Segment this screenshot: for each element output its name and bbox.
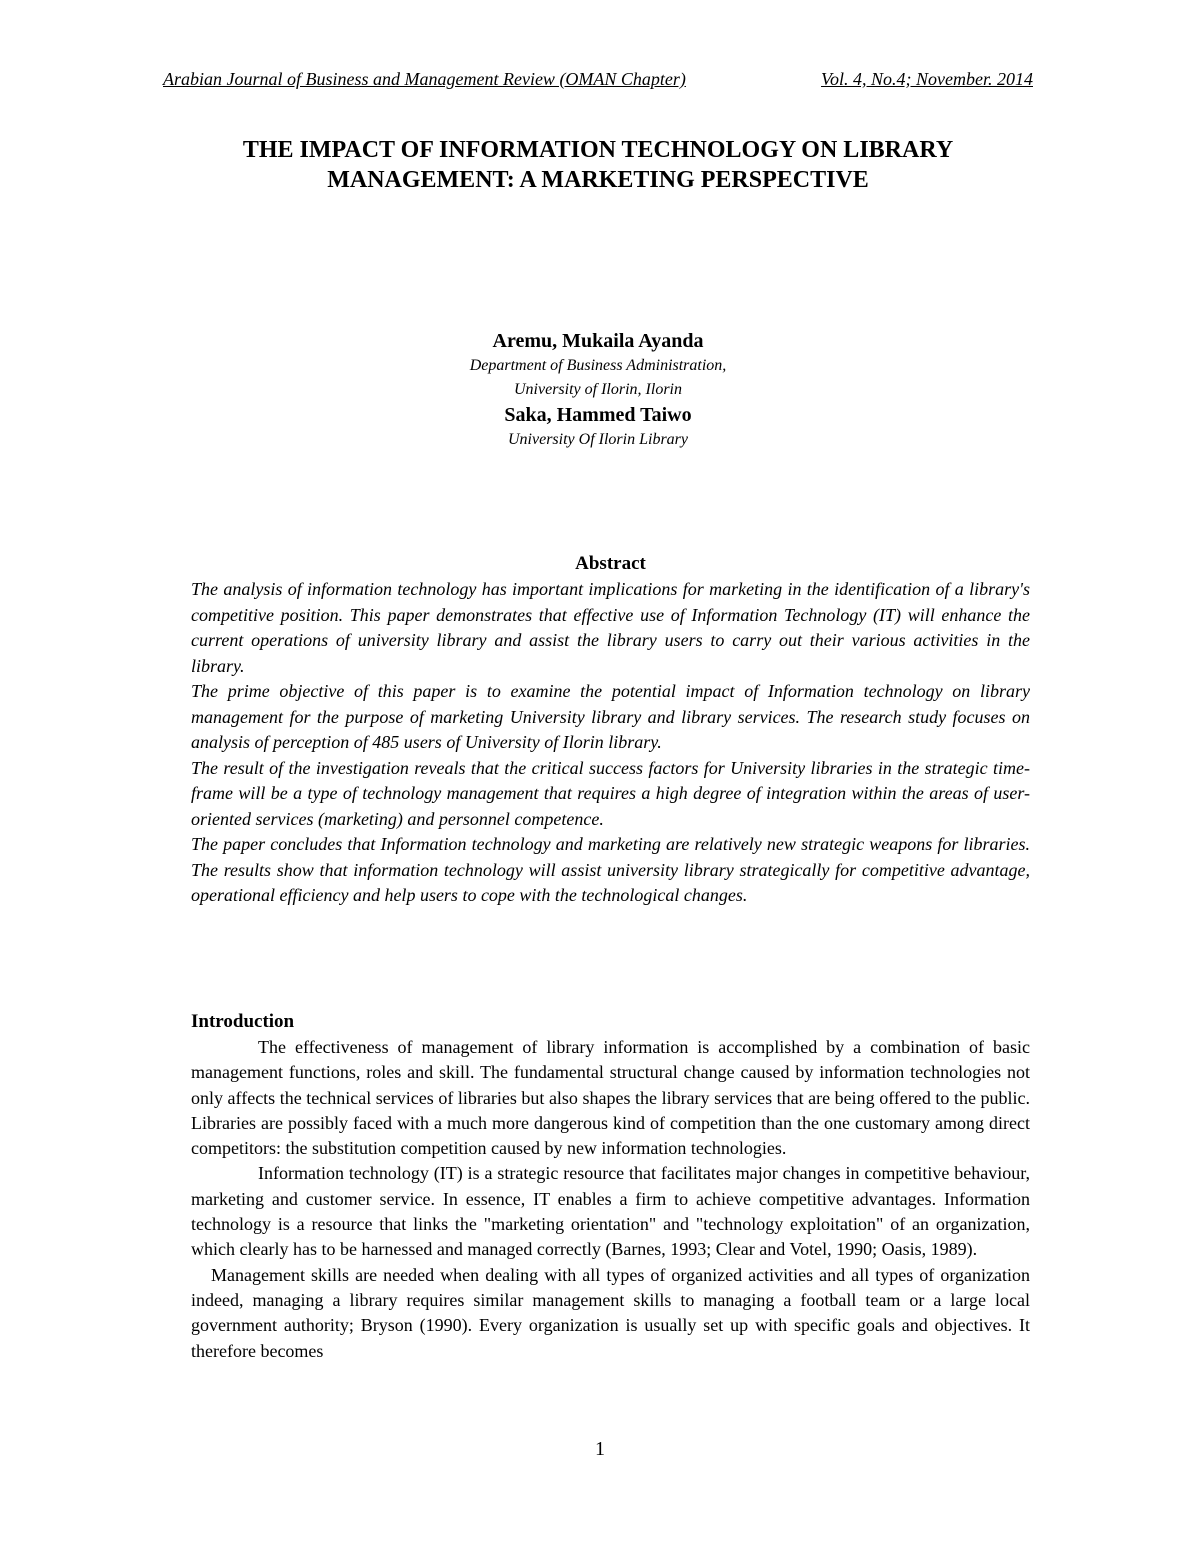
- paper-title: [163, 135, 1033, 195]
- author-block: [163, 328, 1033, 452]
- introduction-section: [191, 1009, 1030, 1364]
- introduction-paragraph-2: Information technology (IT) is a strategic resource that facilitates major changes in competitive behaviour, marketing and customer service. In essence, IT enables a firm to achieve competitive advantages. Information technology is a resource that links the "marketing orientation" and "technology exploitation" of an organization, which clearly has to be harnessed and managed correctly (Barnes, 1993; Clear and Votel, 1990; Oasis, 1989).: [191, 1163, 1030, 1260]
- introduction-paragraph-3: Management skills are needed when dealing with all types of organized activities and all types of organization indeed, managing a library requires similar management skills to managing a football team or a large local government authority; Bryson (1990). Every organization is usually set up with specific goals and objectives. It therefore becomes: [191, 1264, 1030, 1361]
- paper-title-line-1: THE IMPACT OF INFORMATION TECHNOLOGY ON LIBRARY: [242, 137, 954, 163]
- author-affiliation-2: University Of Ilorin Library: [508, 431, 688, 448]
- author-name-1: Aremu, Mukaila Ayanda: [492, 330, 704, 352]
- abstract-paragraph-1: The analysis of information technology has important implications for marketing in the identification of a library's competitive position. This paper demonstrates that effective use of Information Technology (IT) will enhance the current operations of university library and assist the library users to carry out their various activities in the library.: [191, 579, 1030, 676]
- introduction-heading: Introduction: [191, 1011, 295, 1032]
- journal-name: Arabian Journal of Business and Management Review (OMAN Chapter): [163, 69, 686, 89]
- author-name-2: Saka, Hammed Taiwo: [504, 404, 692, 426]
- author-affiliation-1a: Department of Business Administration,: [469, 357, 727, 374]
- abstract-paragraph-2: The prime objective of this paper is to examine the potential impact of Information technology on library management for the purpose of marketing University library and library services. The research study focuses on analysis of perception of 485 users of University of Ilorin library.: [191, 681, 1030, 752]
- abstract-paragraph-4: The paper concludes that Information technology and marketing are relatively new strategic weapons for libraries. The results show that information technology will assist university library strategically for competitive advantage, operational efficiency and help users to cope with the technological changes.: [191, 834, 1030, 905]
- abstract-paragraph-3: The result of the investigation reveals that the critical success factors for University libraries in the strategic time-frame will be a type of technology management that requires a high degree of integration within the areas of user-oriented services (marketing) and personnel competence.: [191, 757, 1030, 829]
- page-number: 1: [595, 1438, 605, 1460]
- paper-title-line-2: MANAGEMENT: A MARKETING PERSPECTIVE: [327, 167, 869, 193]
- introduction-paragraph-1: The effectiveness of management of library information is accomplished by a combination of basic management functions, roles and skill. The fundamental structural change caused by information technologies not only affects the technical services of libraries but also shapes the library services that are being offered to the public. Libraries are possibly faced with a much more dangerous kind of competition than the one customary among direct competitors: the substitution competition caused by new information technologies.: [191, 1037, 1030, 1159]
- running-header: [163, 68, 1033, 90]
- author-affiliation-1b: University of Ilorin, Ilorin: [514, 381, 682, 398]
- issue-info: Vol. 4, No.4; November. 2014: [821, 69, 1033, 89]
- abstract-heading: Abstract: [575, 553, 646, 574]
- abstract-section: [191, 552, 1030, 909]
